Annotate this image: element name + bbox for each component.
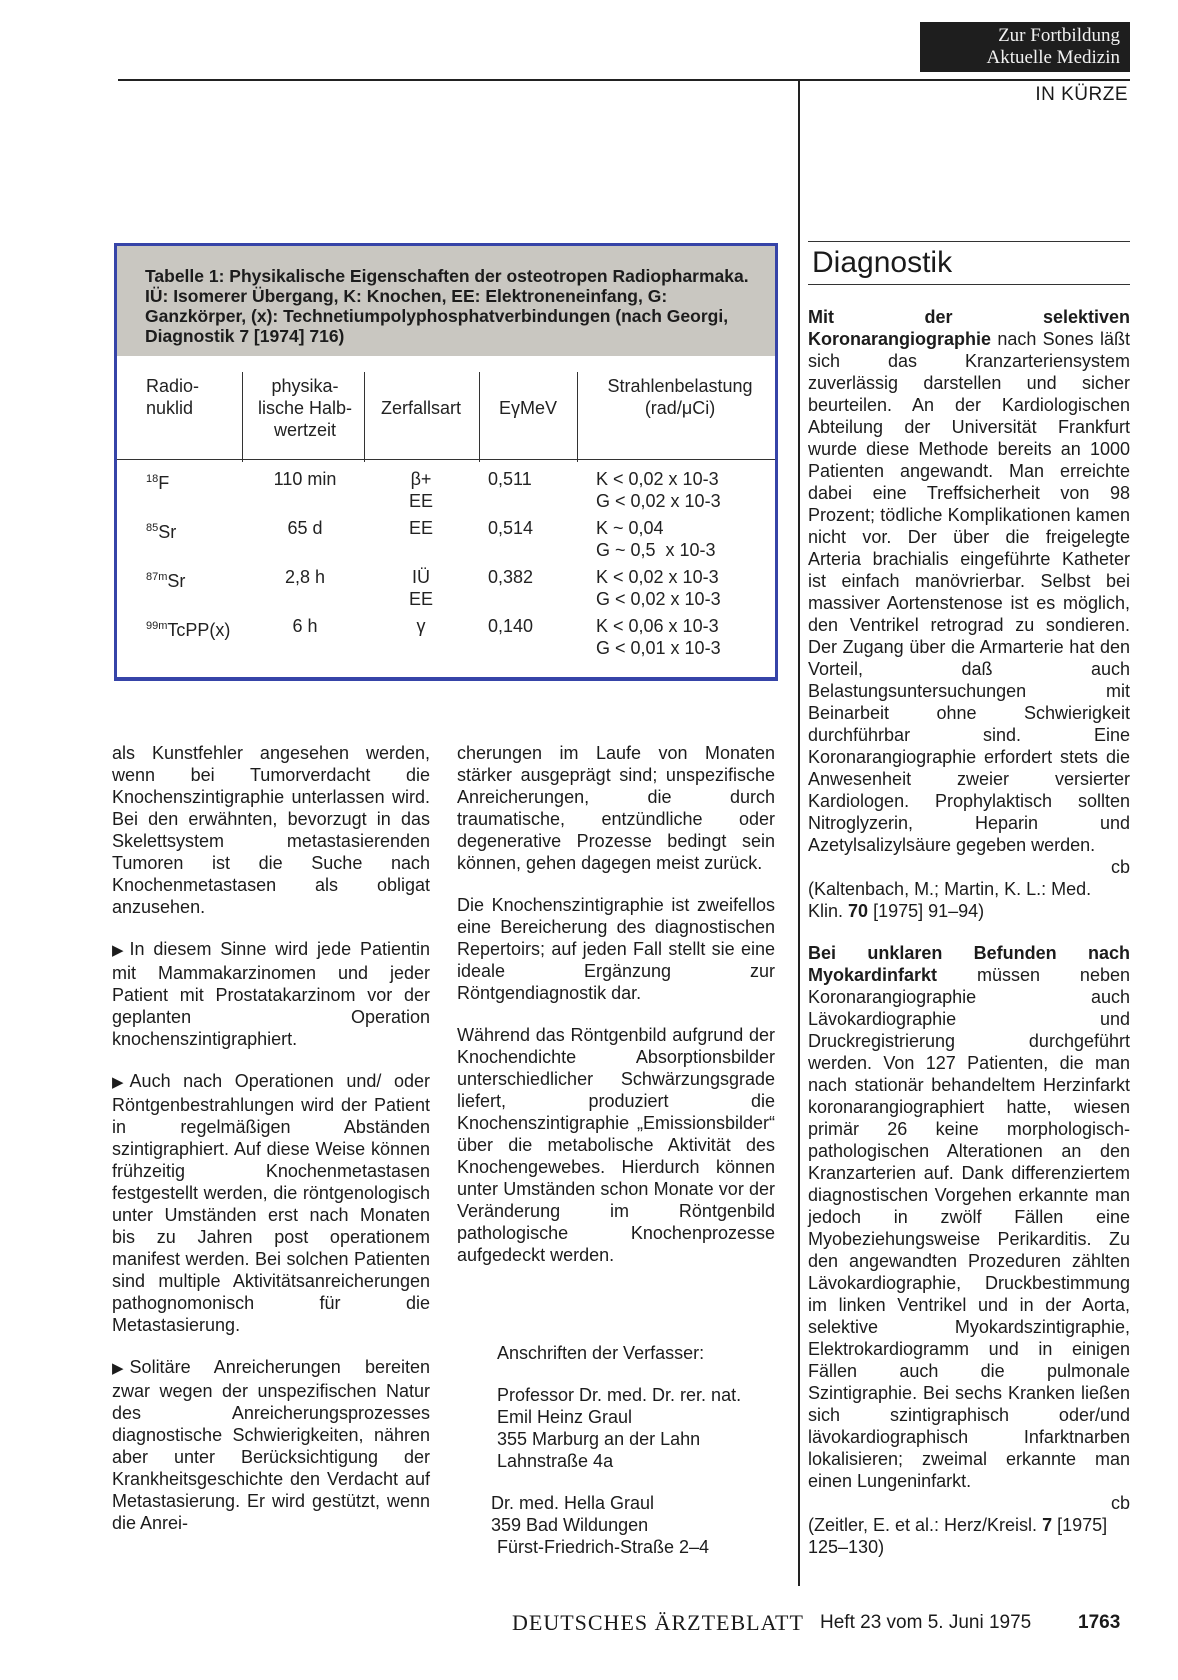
table-caption: Tabelle 1: Physikalische Eigenschaften der osteotropen Radiopharmaka. IÜ: Isomerer Übergang, K: Knochen, EE: Elektroneneinfang, G: Ganzkörper, (x): Technetiumpolyphosphatverbindungen (nach Georgi, Diagnostik 7 [1974] 716) — [117, 246, 775, 356]
article-column-2 — [457, 742, 775, 1266]
paragraph: Die Knochenszintigraphie ist zweifellos eine Bereicherung des diagnostischen Repertoirs; auf jeden Fall stellt sie eine ideale Ergänzung zur Röntgendiagnostik dar. — [457, 895, 775, 1003]
paragraph: ▶ In diesem Sinne wird jede Patientin mit Mammakarzinomen und jeder Patient mit Prostatakarzinom vor der geplanten Operation knochenszintigraphiert. — [112, 939, 430, 1049]
column-rule — [798, 81, 800, 1586]
sidebar-column — [808, 306, 1130, 1558]
paragraph: als Kunstfehler angesehen werden, wenn bei Tumorverdacht die Knochenszintigraphie unterlassen wird. Bei den erwähnten, bevorzugt in das Skelettsystem metastasierenden Tumoren ist die Suche nach Knochenmetastasen als obligat anzusehen. — [112, 743, 430, 917]
table-divider — [577, 372, 578, 462]
energy-cell: 0,514 — [488, 518, 534, 538]
energy-cell: 0,140 — [488, 616, 534, 636]
dose-cell: K < 0,02 x 10-3 G < 0,02 x 10-3 — [596, 469, 721, 511]
rubric-label: IN KÜRZE — [1035, 84, 1128, 105]
paragraph: ▶ Solitäre Anreicherungen bereiten zwar wegen der unspezifischen Natur des Anreicherungsprozesses diagnostische Schwierigkeiten, nähren aber unter Berücksichtigung der Krankheitsgeschichte den Verdacht auf Metastasierung. Er wird gestützt, wenn die Anrei- — [112, 1357, 430, 1533]
nuclide-cell: $^{85}$Sr — [146, 522, 177, 542]
decay-cell: EE — [408, 518, 433, 538]
nuclide-cell: $^{99m}$TcPP(x) — [146, 620, 231, 640]
paragraph: ▶ Auch nach Operationen und/ oder Röntgenbestrahlungen wird der Patient in regelmäßigen Abständen szintigraphiert. Auf diese Weise können frühzeitig Knochenmetastasen festgestellt werden, die röntgenologisch unter Umständen erst nach Monaten bis zu Jahren post operationem manifest werden. Bei solchen Patienten sind multiple Aktivitätsanreicherungen pathognomonisch für die Metastasierung. — [112, 1071, 430, 1335]
author-initials: cb — [1110, 1493, 1130, 1513]
table-divider — [242, 372, 243, 462]
dose-cell: K < 0,06 x 10-3 G < 0,01 x 10-3 — [596, 616, 721, 658]
paragraph: cherungen im Laufe von Monaten stärker ausgeprägt sind; unspezifische Anreicherungen, die durch traumatische, entzündliche oder degenerative Prozesse bedingt sein können, gehen dagegen meist zurück. — [457, 743, 775, 873]
author-addresses: Anschriften der Verfasser: Professor Dr. med. Dr. rer. nat. Emil Heinz Graul 355 Marburg an der Lahn Lahnstraße 4a Dr. med. Hella Graul 359 Bad Wildungen Fürst-Friedrich-Straße 2–4 — [497, 1342, 777, 1558]
sidebar-rule — [808, 241, 1130, 242]
section-label-line2: Aktuelle Medizin — [986, 47, 1120, 68]
triangle-bullet-icon: ▶ — [112, 1074, 124, 1091]
table-header-dose: Strahlenbelastung (rad/μCi) — [607, 376, 753, 418]
energy-cell: 0,382 — [488, 567, 534, 587]
halflife-cell: 6 h — [292, 616, 318, 636]
paragraph: Während das Röntgenbild aufgrund der Knochendichte Absorptionsbilder unterschiedlicher Schwärzungsgrade liefert, produziert die Knochenszintigraphie „Emissionsbilder“ über die metabolische Aktivität des Knochengewebes. Hierdurch können unter Umständen schon Monate vor der Veränderung im Röntgenbild pathologische Knochenprozesse aufgedeckt werden. — [457, 1025, 775, 1265]
table-header-decay: Zerfallsart — [380, 398, 461, 418]
article-column-1 — [112, 742, 430, 1534]
decay-cell: IÜ EE — [408, 567, 433, 609]
sidebar-title: Diagnostik — [812, 246, 953, 279]
addresses-heading: Anschriften der Verfasser: — [497, 1343, 705, 1363]
nuclide-cell: $^{18}$F — [146, 473, 170, 493]
dose-cell: K < 0,02 x 10-3 G < 0,02 x 10-3 — [596, 567, 721, 609]
table-header-nuclide: Radio- nuklid — [146, 376, 200, 418]
page-number: 1763 — [1078, 1612, 1121, 1633]
nuclide-cell: $^{87m}$Sr — [146, 571, 186, 591]
halflife-cell: 65 d — [287, 518, 323, 538]
triangle-bullet-icon: ▶ — [112, 1360, 124, 1377]
section-label — [920, 22, 1130, 72]
author-initials: cb — [1110, 857, 1130, 877]
section-label-line1: Zur Fortbildung — [998, 25, 1120, 46]
issue-info: Heft 23 vom 5. Juni 1975 — [820, 1612, 1032, 1633]
header-rule — [118, 79, 1130, 81]
reference: (Kaltenbach, M.; Martin, K. L.: Med. Klin. 70 [1975] 91–94) — [808, 879, 1092, 921]
table-divider — [364, 372, 365, 462]
decay-cell: β+ EE — [408, 469, 433, 511]
table-header-rule — [117, 459, 775, 460]
dose-cell: K ~ 0,04 G ~ 0,5 x 10-3 — [596, 518, 716, 560]
reference: (Zeitler, E. et al.: Herz/Kreisl. 7 [1975] 125–130) — [808, 1515, 1108, 1557]
table-header-energy: EγMeV — [498, 398, 558, 418]
halflife-cell: 2,8 h — [284, 567, 326, 587]
sidebar-rule — [808, 284, 1130, 285]
halflife-cell: 110 min — [273, 469, 337, 489]
table-header-halflife: physika- lische Halb- wertzeit — [257, 376, 353, 440]
news-item: Mit der selektiven Koronarangiographie nach Sones läßt sich das Kranzarteriensystem zuverlässig darstellen und sicher beurteilen. An der Kardiologischen Abteilung der Universität Frankfurt wurde diese Methode bereits an 1000 Patienten angewandt. Man erreichte dabei eine Treffsicherheit von 98 Prozent; tödliche Komplikationen kamen nicht vor. Der über die freigelegte Arteria brachialis eingeführte Katheter ist einfach manövrierbar. Selbst bei massiver Aortenstenose ist es möglich, den Ventrikel retrograd zu sondieren. Der Zugang über die Armarterie hat den Vorteil, daß auch Belastungsuntersuchungen mit Beinarbeit ohne Schwierigkeit durchführbar sind. Eine Koronarangiographie erfordert stets die Anwesenheit zweier versierter Kardiologen. Prophylaktisch sollten Nitroglyzerin, Heparin und Azetylsalizylsäure gegeben werden. — [808, 307, 1130, 855]
journal-name: DEUTSCHES ÄRZTEBLATT — [512, 1610, 804, 1635]
news-item: Bei unklaren Befunden nach Myokardinfarkt müssen neben Koronarangiographie auch Lävokardiographie und Druckregistrierung durchgeführt werden. Von 127 Patienten, die man nach stationär behandeltem Herzinfarkt koronarangiographiert hatte, wiesen primär 26 keine morphologisch-pathologischen Alterationen an den Kranzarterien auf. Dank differenziertem diagnostischen Vorgehen erkannte man jedoch in zwölf Fällen eine Myobeziehungsweise Perikarditis. Zu den angewandten Prozeduren zählten Lävokardiographie, Druckbestimmung im linken Ventrikel und in der Aorta, selektive Myokardszintigraphie, Elektrokardiogramm und in einigen Fällen auch die pulmonale Szintigraphie. Bei sechs Kranken ließen sich szintigraphisch oder/und lävokardiographisch Infarktnarben lokalisieren; zweimal erkannte man einen Lungeninfarkt. — [808, 943, 1130, 1491]
decay-cell: γ — [416, 616, 426, 636]
energy-cell: 0,511 — [488, 469, 532, 489]
triangle-bullet-icon: ▶ — [112, 942, 124, 959]
